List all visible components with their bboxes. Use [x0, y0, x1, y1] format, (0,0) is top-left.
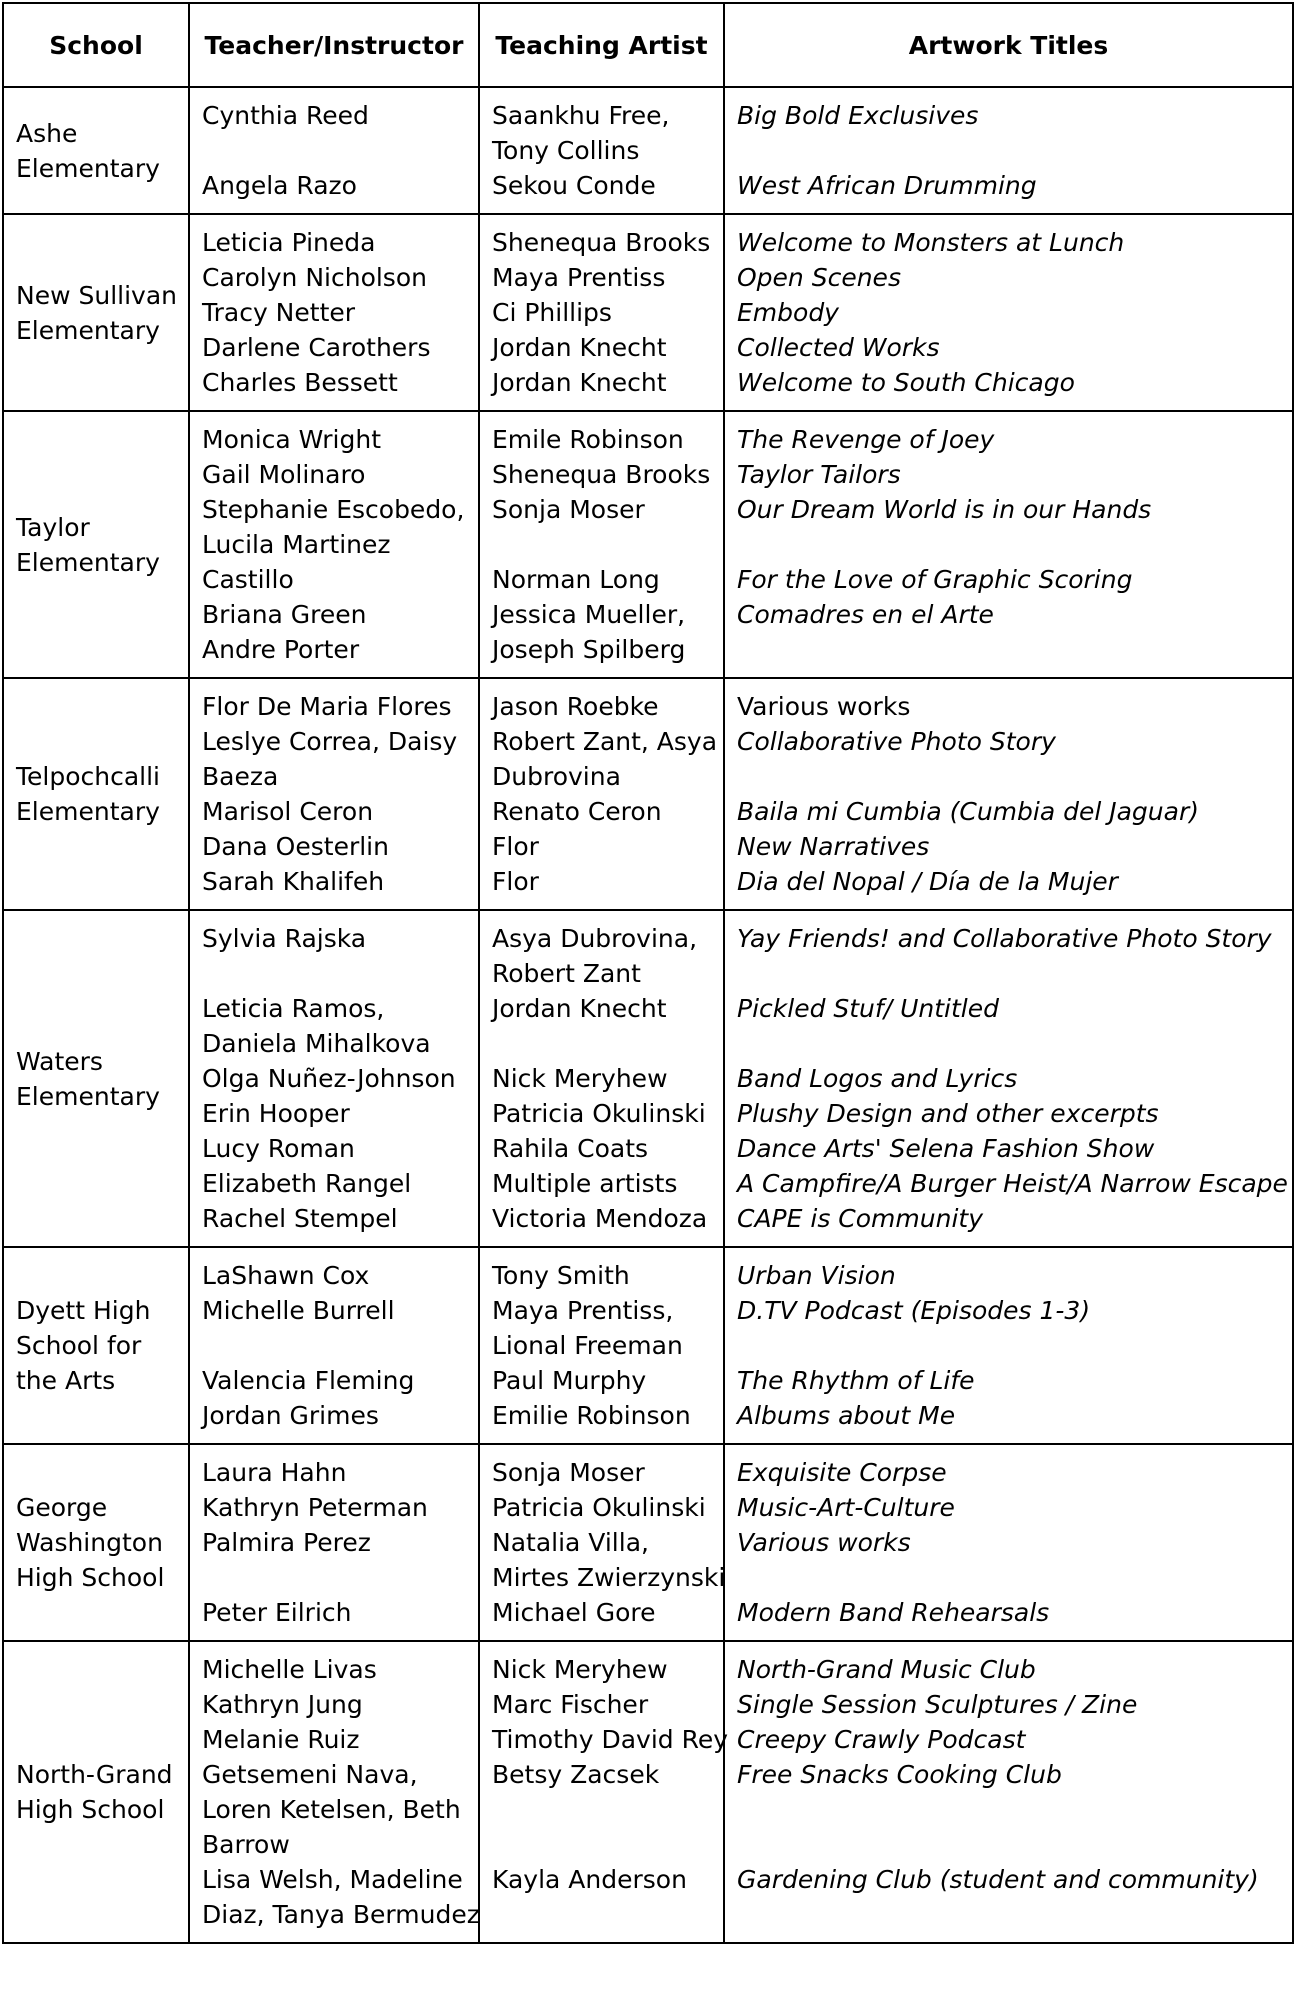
artist-cell [479, 214, 724, 411]
titles-cell-line: Taylor Tailors [737, 460, 901, 489]
teacher-cell-line: Lucila Martinez [202, 530, 391, 559]
artist-cell-line: Victoria Mendoza [492, 1204, 708, 1233]
titles-cell-line: New Narratives [737, 832, 930, 861]
artist-cell-line: Lional Freeman [492, 1331, 683, 1360]
titles-cell [724, 910, 1293, 1247]
artist-cell-line: Timothy David Rey [492, 1725, 729, 1754]
table-row [3, 1641, 1293, 1943]
artist-cell-line: Tony Smith [492, 1261, 630, 1290]
teacher-cell-line: Daniela Mihalkova [202, 1029, 431, 1058]
titles-cell-line: Open Scenes [737, 263, 901, 292]
artist-cell-line: Betsy Zacsek [492, 1760, 660, 1789]
titles-cell-line [737, 956, 1280, 991]
titles-cell-line: Band Logos and Lyrics [737, 1064, 1018, 1093]
titles-cell-line [737, 759, 1280, 794]
artist-cell-line: Jordan Knecht [492, 368, 667, 397]
teacher-cell [189, 1641, 479, 1943]
school-cell-line: Ashe [16, 118, 78, 148]
titles-cell-line: Single Session Sculptures / Zine [737, 1690, 1138, 1719]
school-cell-line: Telpochcalli [16, 762, 161, 791]
teacher-cell-line: Rachel Stempel [202, 1204, 398, 1233]
teacher-cell-line: Leticia Pineda [202, 228, 376, 257]
header-artist: Teaching Artist [479, 3, 724, 87]
titles-cell-line: Big Bold Exclusives [737, 101, 979, 130]
titles-cell-line [737, 1792, 1280, 1827]
artist-cell-line [492, 1026, 711, 1061]
teacher-cell-line: Erin Hooper [202, 1099, 350, 1128]
artist-cell-line [492, 1827, 711, 1862]
artist-cell [479, 1444, 724, 1641]
titles-cell-line: Collaborative Photo Story [737, 727, 1056, 756]
teacher-cell [189, 87, 479, 214]
titles-cell-line: Collected Works [737, 333, 940, 362]
titles-cell-line: Welcome to South Chicago [737, 368, 1075, 397]
artist-cell-line: Jordan Knecht [492, 333, 667, 362]
teacher-cell [189, 214, 479, 411]
artist-cell [479, 87, 724, 214]
artist-cell-line: Dubrovina [492, 762, 621, 791]
titles-cell-line: Creepy Crawly Podcast [737, 1725, 1026, 1754]
artist-cell-line: Maya Prentiss [492, 263, 666, 292]
header-school: School [3, 3, 189, 87]
artist-cell-line: Natalia Villa, [492, 1528, 649, 1557]
titles-cell-line: Our Dream World is in our Hands [737, 495, 1152, 524]
titles-cell-line: Free Snacks Cooking Club [737, 1760, 1062, 1789]
titles-cell-line: Gardening Club (student and community) [737, 1865, 1259, 1894]
table-header [3, 3, 1293, 87]
titles-cell [724, 411, 1293, 678]
teacher-cell-line: Andre Porter [202, 635, 360, 664]
school-cell [3, 1247, 189, 1444]
school-cell [3, 214, 189, 411]
artist-cell-line: Sonja Moser [492, 1458, 645, 1487]
school-cell [3, 1444, 189, 1641]
artist-cell-line [492, 1792, 711, 1827]
teacher-cell-line: Kathryn Jung [202, 1690, 363, 1719]
school-cell-line: Washington [16, 1528, 163, 1557]
titles-cell-line: Plushy Design and other excerpts [737, 1099, 1159, 1128]
teacher-cell-line: Peter Eilrich [202, 1598, 352, 1627]
titles-cell-line: Various works [737, 1528, 911, 1557]
table-body [3, 87, 1293, 1943]
teacher-cell [189, 1444, 479, 1641]
teacher-cell-line: Carolyn Nicholson [202, 263, 427, 292]
artist-cell [479, 1247, 724, 1444]
teacher-cell-line: Briana Green [202, 600, 367, 629]
titles-cell-line: For the Love of Graphic Scoring [737, 565, 1133, 594]
header-row [3, 3, 1293, 87]
school-cell-line: New Sullivan [16, 280, 177, 310]
table-row [3, 1444, 1293, 1641]
teacher-cell-line: Loren Ketelsen, Beth [202, 1795, 461, 1824]
titles-cell-line [737, 1026, 1280, 1061]
teacher-cell-line: Baeza [202, 762, 279, 791]
school-cell-line: High School [16, 1795, 165, 1824]
artist-cell-line: Jessica Mueller, [492, 600, 686, 629]
table-row [3, 678, 1293, 910]
titles-cell-line: Dance Arts' Selena Fashion Show [737, 1134, 1155, 1163]
teacher-cell-line [202, 956, 466, 991]
teacher-cell-line: Getsemeni Nava, [202, 1760, 418, 1789]
artist-cell-line: Tony Collins [492, 136, 640, 165]
titles-cell-line: Albums about Me [737, 1401, 956, 1430]
titles-cell-line: CAPE is Community [737, 1204, 983, 1233]
school-cell-line: North-Grand [16, 1760, 173, 1789]
artist-cell-line: Jason Roebke [492, 692, 659, 721]
artist-cell-line: Patricia Okulinski [492, 1493, 706, 1522]
table-row [3, 1247, 1293, 1444]
artist-cell [479, 678, 724, 910]
teacher-cell-line: Dana Oesterlin [202, 832, 389, 861]
teacher-cell-line: Jordan Grimes [202, 1401, 379, 1430]
table-row [3, 87, 1293, 214]
teacher-cell-line: LaShawn Cox [202, 1261, 370, 1290]
teacher-cell-line: Charles Bessett [202, 368, 398, 397]
school-cell [3, 411, 189, 678]
teacher-cell-line: Castillo [202, 565, 294, 594]
teacher-cell-line: Elizabeth Rangel [202, 1169, 412, 1198]
artist-cell-line: Rahila Coats [492, 1134, 649, 1163]
artist-cell-line [492, 527, 711, 562]
artist-cell-line: Mirtes Zwierzynski [492, 1563, 726, 1592]
table-row [3, 411, 1293, 678]
titles-cell-line: Modern Band Rehearsals [737, 1598, 1050, 1627]
teacher-cell-line: Angela Razo [202, 171, 357, 200]
artist-cell-line: Flor [492, 867, 539, 896]
artist-cell-line: Emile Robinson [492, 425, 684, 454]
artist-cell-line: Emilie Robinson [492, 1401, 691, 1430]
artist-cell-line: Marc Fischer [492, 1690, 649, 1719]
table-row [3, 214, 1293, 411]
teacher-cell [189, 1247, 479, 1444]
artist-cell [479, 1641, 729, 1943]
artist-cell-line: Robert Zant, Asya [492, 727, 718, 756]
artist-cell-line: Renato Ceron [492, 797, 662, 826]
header-teacher: Teacher/Instructor [189, 3, 479, 87]
teacher-cell-line: Palmira Perez [202, 1528, 371, 1557]
titles-cell-line [737, 1328, 1280, 1363]
teacher-cell-line: Valencia Fleming [202, 1366, 415, 1395]
teacher-cell-line: Monica Wright [202, 425, 382, 454]
artist-cell-line: Michael Gore [492, 1598, 656, 1627]
school-cell-line: Elementary [16, 1081, 160, 1111]
titles-cell-line: Music-Art-Culture [737, 1493, 955, 1522]
titles-cell [724, 1444, 1293, 1641]
artist-cell-line: Shenequa Brooks [492, 228, 711, 257]
artist-cell-line: Shenequa Brooks [492, 460, 711, 489]
artist-cell-line: Joseph Spilberg [492, 635, 686, 664]
titles-cell [724, 87, 1293, 214]
titles-cell-line: Baila mi Cumbia (Cumbia del Jaguar) [737, 797, 1199, 826]
titles-cell-line: The Rhythm of Life [737, 1366, 975, 1395]
artist-cell-line: Norman Long [492, 565, 660, 594]
teacher-cell-line: Olga Nuñez-Johnson [202, 1064, 456, 1093]
artist-cell-line [492, 1897, 711, 1932]
titles-cell-line: Embody [737, 298, 839, 327]
titles-cell-line [737, 527, 1280, 562]
titles-cell-line: North-Grand Music Club [737, 1655, 1036, 1684]
teacher-cell-line [202, 1560, 466, 1595]
school-cell [3, 1641, 189, 1943]
school-cell [3, 910, 189, 1247]
titles-cell-line [737, 1827, 1280, 1862]
header-titles: Artwork Titles [724, 3, 1293, 87]
teacher-cell-line: Leticia Ramos, [202, 994, 385, 1023]
titles-cell-line: Yay Friends! and Collaborative Photo Story [737, 924, 1272, 953]
artist-cell-line: Nick Meryhew [492, 1064, 668, 1093]
school-cell-line: Waters [16, 1046, 103, 1076]
titles-cell-line [737, 133, 1280, 168]
teacher-cell [189, 678, 479, 910]
titles-cell-line: Various works [737, 692, 911, 721]
teacher-cell-line: Lisa Welsh, Madeline [202, 1865, 463, 1894]
teacher-cell-line [202, 1328, 466, 1363]
school-cell-line: Dyett High [16, 1296, 151, 1325]
titles-cell [724, 1641, 1293, 1943]
artist-cell-line: Patricia Okulinski [492, 1099, 706, 1128]
school-cell-line: the Arts [16, 1366, 116, 1395]
school-cell-line: Taylor [16, 512, 90, 542]
school-cell-line: School for [16, 1331, 142, 1360]
titles-cell-line: D.TV Podcast (Episodes 1-3) [737, 1296, 1091, 1325]
artist-cell-line: Robert Zant [492, 959, 641, 988]
artist-cell [479, 411, 724, 678]
artist-cell-line: Nick Meryhew [492, 1655, 668, 1684]
artist-cell-line: Kayla Anderson [492, 1865, 687, 1894]
artist-cell-line: Asya Dubrovina, [492, 924, 698, 953]
titles-cell-line: Pickled Stuf/ Untitled [737, 994, 999, 1023]
teacher-cell-line: Flor De Maria Flores [202, 692, 452, 721]
teacher-cell-line: Gail Molinaro [202, 460, 366, 489]
artist-cell-line: Multiple artists [492, 1169, 678, 1198]
titles-cell-line: Urban Vision [737, 1261, 896, 1290]
school-cell [3, 87, 189, 214]
artist-cell-line: Flor [492, 832, 539, 861]
artist-cell-line: Ci Phillips [492, 298, 612, 327]
teacher-cell-line: Diaz, Tanya Bermudez [202, 1900, 480, 1929]
teacher-cell-line: Tracy Netter [202, 298, 356, 327]
school-cell-line: Elementary [16, 153, 160, 183]
teacher-cell-line: Michelle Burrell [202, 1296, 395, 1325]
teacher-cell-line: Barrow [202, 1830, 290, 1859]
teacher-cell-line: Lucy Roman [202, 1134, 355, 1163]
teacher-cell-line: Sylvia Rajska [202, 924, 367, 953]
teacher-cell-line: Kathryn Peterman [202, 1493, 428, 1522]
titles-cell [724, 214, 1293, 411]
school-cell-line: Elementary [16, 547, 160, 577]
artist-cell-line: Saankhu Free, [492, 101, 670, 130]
teacher-cell-line: Cynthia Reed [202, 101, 369, 130]
titles-cell [724, 678, 1293, 910]
program-table [2, 2, 1294, 1944]
school-cell-line: Elementary [16, 797, 160, 826]
teacher-cell-line: Sarah Khalifeh [202, 867, 385, 896]
school-cell [3, 678, 189, 910]
teacher-cell-line: Stephanie Escobedo, [202, 495, 465, 524]
school-cell-line: Elementary [16, 315, 160, 345]
titles-cell-line [737, 1560, 1280, 1595]
teacher-cell-line: Marisol Ceron [202, 797, 374, 826]
artist-cell-line: Paul Murphy [492, 1366, 647, 1395]
artist-cell [479, 910, 724, 1247]
titles-cell-line: West African Drumming [737, 171, 1037, 200]
teacher-cell-line [202, 133, 466, 168]
artist-cell-line: Sekou Conde [492, 171, 656, 200]
titles-cell [724, 1247, 1293, 1444]
teacher-cell [189, 910, 479, 1247]
teacher-cell-line: Michelle Livas [202, 1655, 377, 1684]
titles-cell-line: Exquisite Corpse [737, 1458, 947, 1487]
artist-cell-line: Maya Prentiss, [492, 1296, 674, 1325]
titles-cell-line: The Revenge of Joey [737, 425, 995, 454]
teacher-cell-line: Leslye Correa, Daisy [202, 727, 458, 756]
teacher-cell-line: Darlene Carothers [202, 333, 431, 362]
artist-cell-line: Jordan Knecht [492, 994, 667, 1023]
titles-cell-line: A Campfire/A Burger Heist/A Narrow Escape [737, 1169, 1288, 1198]
artist-cell-line: Sonja Moser [492, 495, 645, 524]
teacher-cell-line: Melanie Ruiz [202, 1725, 360, 1754]
titles-cell-line: Welcome to Monsters at Lunch [737, 228, 1125, 257]
school-cell-line: High School [16, 1563, 165, 1592]
titles-cell-line [737, 1897, 1280, 1932]
titles-cell-line: Dia del Nopal / Día de la Mujer [737, 867, 1118, 896]
teacher-cell-line: Laura Hahn [202, 1458, 347, 1487]
teacher-cell [189, 411, 479, 678]
titles-cell-line: Comadres en el Arte [737, 600, 994, 629]
table-row [3, 910, 1293, 1247]
school-cell-line: George [16, 1493, 108, 1522]
